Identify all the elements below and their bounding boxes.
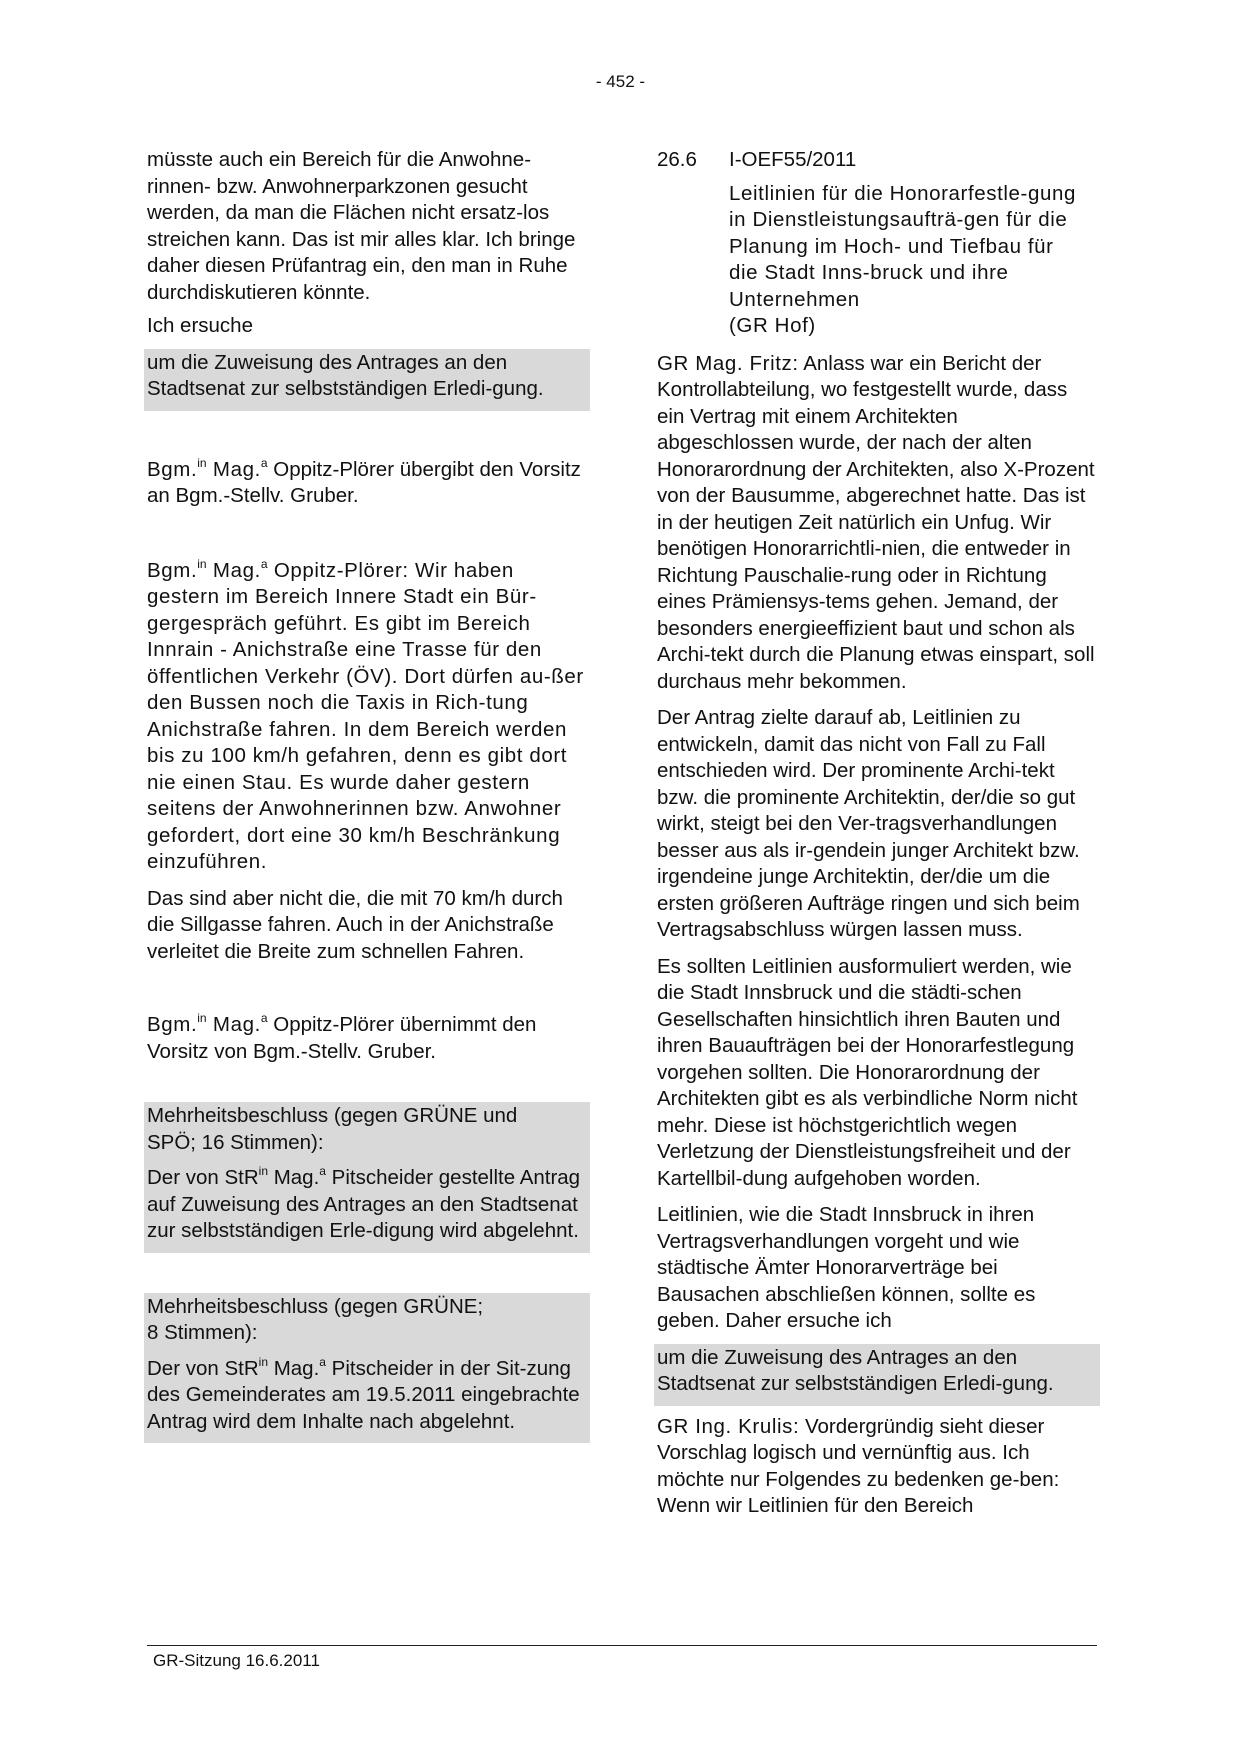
paragraph: Das sind aber nicht die, die mit 70 km/h durch die Sillgasse fahren. Auch in der Anichstraße verleitet die Breite zum schnellen Fahren. — [147, 886, 563, 963]
motion-text: um die Zuweisung des Antrages an den Stadtsenat zur selbstständigen Erledi-gung. — [147, 350, 544, 400]
paragraph: müsste auch ein Bereich für die Anwohne-rinnen- bzw. Anwohnerparkzonen gesucht werden, da man die Flächen nicht ersatz-los streichen kann. Das ist mir alles klar. Ich bringe daher diesen Prüfantrag ein, den man in Ruhe durchdiskutieren könnte. — [147, 148, 576, 304]
motion-text: um die Zuweisung des Antrages an den Stadtsenat zur selbstständigen Erledi-gung. — [657, 1345, 1054, 1395]
resolution-text: Der von StR$^{in}$ Mag.$^a$ Pitscheider gestellte Antrag auf Zuweisung des Antrages an den Stadtsenat zur selbstständigen Erle-digung wird abgelehnt. — [147, 1164, 581, 1242]
paragraph: Der Antrag zielte darauf ab, Leitlinien zu entwickeln, damit das nicht von Fall zu Fall entschieden wird. Der prominente Archi-tekt bzw. die prominente Architektin, der/die so gut wirkt, steigt bei den Ver-tragsverhandlungen besser aus als ir-gendein junger Architekt bzw. irgendeine junge Architektin, der/die um die ersten größeren Aufträge ringen und sich beim Vertragsabschluss würgen lassen muss. — [657, 706, 1080, 941]
paragraph: Leitlinien, wie die Stadt Innsbruck in ihren Vertragsverhandlungen vorgeht und wie städtische Ämter Honorarverträge bei Bausachen abschließen können, sollte es geben. Daher ersuche ich — [657, 1203, 1036, 1332]
footer-text: GR-Sitzung 16.6.2011 — [153, 1651, 320, 1670]
page-number: - 452 - — [595, 72, 646, 91]
shaded-motion — [144, 349, 590, 411]
paragraph: Ich ersuche — [147, 314, 253, 337]
speech-paragraph: GR Ing. Krulis: Vordergründig sieht dieser Vorschlag logisch und vernünftig aus. Ich möchte nur Folgendes zu bedenken ge-ben: Wenn wir Leitlinien für den Bereich — [657, 1414, 1060, 1517]
speech-paragraph: Bgm.$^{in}$ Mag.$^a$ Oppitz-Plörer: Wir haben gestern im Bereich Innere Stadt ein Bür-gergespräch geführt. Es gibt im Bereich Innrain - Anichstraße eine Trasse für den öffentlichen Verkehr (ÖV). Dort dürfen au-ßer den Bussen noch die Taxis in Rich-tung Anichstraße fahren. In dem Bereich werden bis zu 100 km/h gefahren, denn es gibt dort nie einen Stau. Es wurde daher gestern seitens der Anwohnerinnen bzw. Anwohner gefordert, dort eine 30 km/h Beschränkung einzuführen. — [147, 556, 584, 873]
item-number: 26.6 — [657, 148, 697, 171]
speech-paragraph: GR Mag. Fritz: Anlass war ein Bericht der Kontrollabteilung, wo festgestellt wurde, dass ein Vertrag mit einem Architekten abgeschlossen wurde, der nach der alten Honorarordnung der Architekten, also X-Prozent von der Bausumme, abgerechnet hatte. Das ist in der heutigen Zeit natürlich ein Unfug. Wir benötigen Honorarrichtli-nien, die entweder in Richtung Pauschalie-rung oder in Richtung eines Prämiensys-tems gehen. Jemand, der besonders energieeffizient baut und schon als Archi-tekt durch die Planung etwas einspart, soll durchaus mehr bekommen. — [657, 351, 1095, 693]
resolution-head: 8 Stimmen): — [147, 1321, 258, 1344]
left-column — [147, 147, 587, 1443]
item-title: Leitlinien für die Honorarfestle-gung in Dienstleistungsaufträ-gen für die Planung im Hoch- und Tiefbau für die Stadt Inns-bruck und ihre Unternehmen — [729, 181, 1076, 311]
paragraph: Es sollten Leitlinien ausformuliert werden, wie die Stadt Innsbruck und die städti-schen Gesellschaften hinsichtlich ihren Bauten und ihren Bauaufträgen bei der Honorarfestlegung vorgehen sollten. Die Honorarordnung der Architekten gibt es als verbindliche Norm nicht mehr. Diese ist höchstgerichtlich wegen Verletzung der Dienstleistungsfreiheit und der Kartellbil-dung aufgehoben worden. — [657, 954, 1078, 1190]
chair-transfer-note: Bgm.$^{in}$ Mag.$^a$ Oppitz-Plörer übernimmt den Vorsitz von Bgm.-Stellv. Gruber. — [147, 1011, 537, 1063]
shaded-motion — [654, 1344, 1100, 1406]
resolution-head: Mehrheitsbeschluss (gegen GRÜNE; — [147, 1294, 484, 1318]
item-code: I-OEF55/2011 — [729, 148, 857, 171]
resolution-box — [144, 1293, 590, 1444]
chair-transfer-note: Bgm.$^{in}$ Mag.$^a$ Oppitz-Plörer übergibt den Vorsitz an Bgm.-Stellv. Gruber. — [147, 455, 581, 507]
item-author: (GR Hof) — [729, 314, 816, 337]
resolution-text: Der von StR$^{in}$ Mag.$^a$ Pitscheider in der Sit-zung des Gemeinderates am 19.5.2011 eingebrachte Antrag wird dem Inhalte nach abgelehnt. — [147, 1354, 580, 1433]
resolution-head: Mehrheitsbeschluss (gegen GRÜNE und SPÖ; 16 Stimmen): — [147, 1104, 518, 1154]
footer-rule — [147, 1645, 1097, 1646]
agenda-item-header — [657, 147, 1097, 174]
right-column — [657, 147, 1097, 1520]
resolution-box — [144, 1102, 590, 1253]
